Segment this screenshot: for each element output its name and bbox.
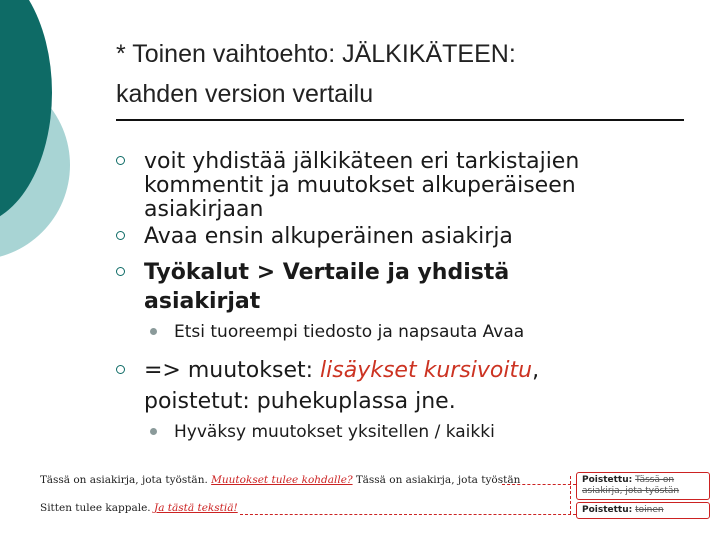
- bullet-ring-icon: [116, 156, 125, 165]
- bullet-dot-icon: [150, 328, 157, 335]
- bullet-ring-icon: [116, 267, 125, 276]
- doc-line-1: [40, 474, 520, 486]
- bullet-4-prefix: => muutokset:: [144, 358, 321, 383]
- title-line-2: kahden version vertailu: [116, 80, 374, 108]
- sub-bullet-1-text: Etsi tuoreempi tiedosto ja napsauta Avaa: [174, 322, 525, 342]
- bullet-2-line-1: Avaa ensin alkuperäinen asiakirja: [144, 224, 513, 249]
- balloon-text: Tässä on asiakirja, jota työstän: [582, 475, 680, 496]
- bullet-3: [144, 259, 704, 315]
- deletion-balloon[interactable]: [576, 502, 710, 519]
- bullet-4-suffix: ,: [532, 358, 540, 383]
- bullet-4-line-1: [144, 357, 704, 384]
- bullet-dot-icon: [150, 428, 157, 435]
- bullet-2: [144, 223, 704, 250]
- bullet-ring-icon: [116, 365, 125, 374]
- title-divider: [116, 119, 684, 121]
- sub-bullet-2-text: Hyväksy muutokset yksitellen / kaikki: [174, 422, 495, 442]
- document-preview: [40, 466, 720, 540]
- doc-line-2: [40, 502, 238, 514]
- sub-bullet-1: [174, 321, 524, 343]
- slide-title: [116, 34, 696, 114]
- bullet-1-line-2: kommentit ja muutokset alkuperäiseen: [144, 173, 576, 198]
- bullet-4: [144, 357, 704, 415]
- balloon-text: toinen: [635, 505, 664, 515]
- bullet-3-line-2: asiakirjat: [144, 289, 261, 314]
- deletion-balloon[interactable]: [576, 472, 710, 500]
- doc-line-1-insertion: Muutokset tulee kohdalle?: [211, 474, 353, 486]
- sub-bullet-2: [174, 421, 495, 443]
- balloon-label: Poistettu:: [582, 505, 633, 515]
- balloon-connector: [570, 476, 571, 514]
- balloon-connector: [240, 514, 576, 515]
- decorative-circles: [0, 0, 80, 290]
- bullet-4-emphasis: lisäykset kursivoitu: [320, 358, 533, 383]
- bullet-3-line-1: Työkalut > Vertaile ja yhdistä: [144, 260, 510, 285]
- bullet-1-line-3: asiakirjaan: [144, 197, 264, 222]
- title-line-1: * Toinen vaihtoehto: JÄLKIKÄTEEN:: [116, 40, 516, 68]
- bullet-1-line-1: voit yhdistää jälkikäteen eri tarkistajien: [144, 149, 580, 174]
- doc-line-1-end: Tässä on asiakirja, jota työstän: [352, 474, 521, 486]
- bullet-ring-icon: [116, 231, 125, 240]
- doc-line-2-start: Sitten tulee kappale.: [40, 502, 154, 514]
- balloon-label: Poistettu:: [582, 475, 633, 485]
- balloon-connector: [502, 484, 576, 485]
- bullet-4-line-2: poistetut: puhekuplassa jne.: [144, 389, 456, 414]
- doc-line-2-insertion: Ja tästä tekstiä!: [153, 502, 238, 514]
- doc-line-1-start: Tässä on asiakirja, jota työstän.: [40, 474, 212, 486]
- bullet-1: [144, 148, 704, 223]
